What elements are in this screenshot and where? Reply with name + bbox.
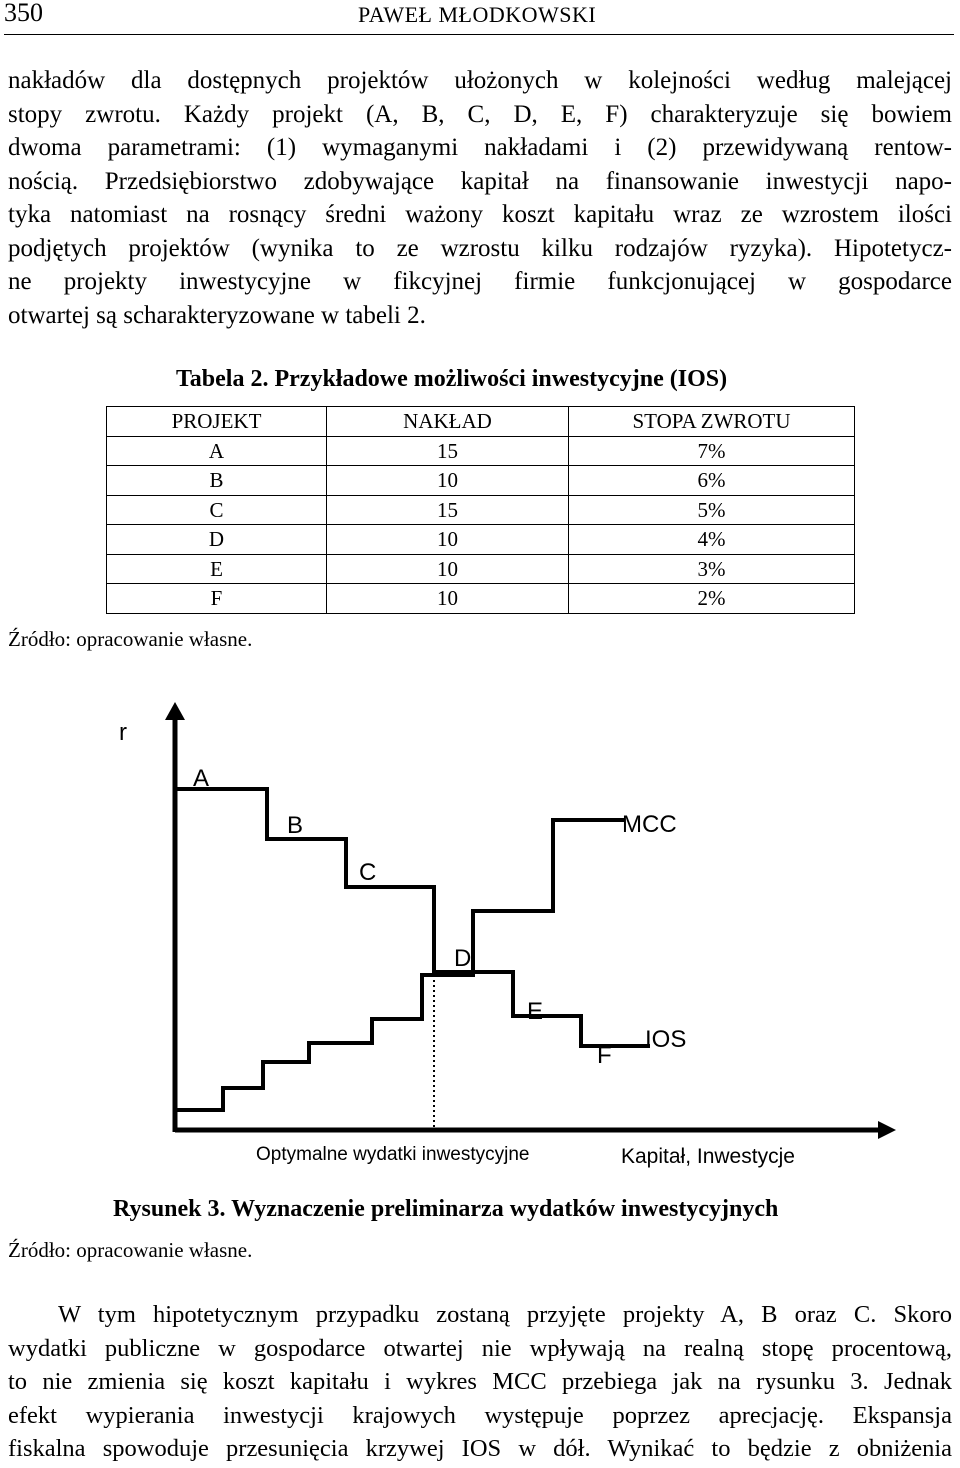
running-head: PAWEŁ MŁODKOWSKI [358,2,597,27]
text-line: dwoma parametrami: (1) wymaganymi nakładami i (2) przewidywaną rentow- [8,134,952,161]
page-number: 350 [4,0,43,27]
figure-source: Źródło: opracowanie własne. [8,1238,253,1262]
table-header-row [107,407,855,437]
cell-return-rate: 4% [569,525,855,555]
cell-project: F [107,584,327,614]
table-row [107,466,855,496]
project-label: B [287,812,304,839]
ios-label: IOS [645,1026,687,1053]
table-row [107,495,855,525]
table-row [107,554,855,584]
y-axis-label: r [119,719,127,746]
text-line: fiskalna spowoduje przesunięcia krzywej IOS w dół. Wynikać to będzie z obniżenia [8,1435,952,1462]
cell-return-rate: 3% [569,554,855,584]
figure-caption: Rysunek 3. Wyznaczenie preliminarza wydatków inwestycyjnych [113,1196,779,1222]
x-axis-label: Kapitał, Inwestycje [621,1145,795,1168]
text-line: nością. Przedsiębiorstwo zdobywające kapitał na finansowanie inwestycji napo- [8,167,952,195]
text-line: to nie zmienia się koszt kapitału i wykres MCC przebiega jak na rysunku 3. Jednak [8,1368,952,1395]
cell-project: C [107,495,327,525]
text-line: wydatki publiczne w gospodarce otwartej nie wpływają na realną stopę procentową, [8,1334,952,1362]
cell-investment: 10 [327,584,569,614]
text-line: efekt wypierania inwestycji krajowych występuje poprzez aprecjację. Ekspansja [8,1401,952,1429]
table-row [107,436,855,466]
text-line: otwartej są scharakteryzowane w tabeli 2. [8,301,426,329]
project-label: E [527,998,544,1025]
cell-project: A [107,436,327,466]
column-header-investment: NAKŁAD [327,407,569,437]
text-line: tyka natomiast na rosnący średni ważony koszt kapitału wraz ze wzrostem ilości [8,201,952,228]
cell-project: D [107,525,327,555]
text-line: W tym hipotetycznym przypadku zostaną przyjęte projekty A, B oraz C. Skoro [58,1301,952,1328]
table-source: Źródło: opracowanie własne. [8,627,253,651]
cell-investment: 10 [327,466,569,496]
project-label: C [359,859,377,886]
text-line: ne projekty inwestycyjne w fikcyjnej firmie funkcjonującej w gospodarce [8,268,952,295]
optimum-label: Optymalne wydatki inwestycyjne [256,1144,530,1165]
cell-return-rate: 5% [569,495,855,525]
column-header-return-rate: STOPA ZWROTU [569,407,855,437]
table-row [107,525,855,555]
header-rule [4,34,954,35]
y-axis-arrow [165,702,185,720]
text-line: stopy zwrotu. Każdy projekt (A, B, C, D, E, F) charakteryzuje się bowiem [8,100,952,128]
column-header-project: PROJEKT [107,407,327,437]
paragraph-intro [8,64,952,332]
ios-curve [175,789,650,1046]
project-label: A [193,765,210,792]
cell-project: B [107,466,327,496]
table-caption: Tabela 2. Przykładowe możliwości inwestycyjne (IOS) [176,366,728,392]
cell-return-rate: 2% [569,584,855,614]
cell-project: E [107,554,327,584]
mcc-label: MCC [622,811,677,838]
ios-table [106,406,855,614]
cell-investment: 10 [327,525,569,555]
cell-return-rate: 6% [569,466,855,496]
project-label: D [454,945,472,972]
page-header [0,0,960,34]
cell-investment: 10 [327,554,569,584]
cell-investment: 15 [327,436,569,466]
ios-mcc-chart [0,690,960,1180]
text-line: podjętych projektów (wynika to ze wzrostu kilku rodzajów ryzyka). Hipotetycz- [8,234,952,262]
text-line: nakładów dla dostępnych projektów ułożonych w kolejności według malejącej [8,67,952,94]
table-row [107,584,855,614]
x-axis-arrow [878,1121,896,1139]
cell-investment: 15 [327,495,569,525]
cell-return-rate: 7% [569,436,855,466]
paragraph-conclusion [8,1298,952,1466]
project-label: F [597,1042,612,1069]
mcc-curve [175,820,625,1110]
